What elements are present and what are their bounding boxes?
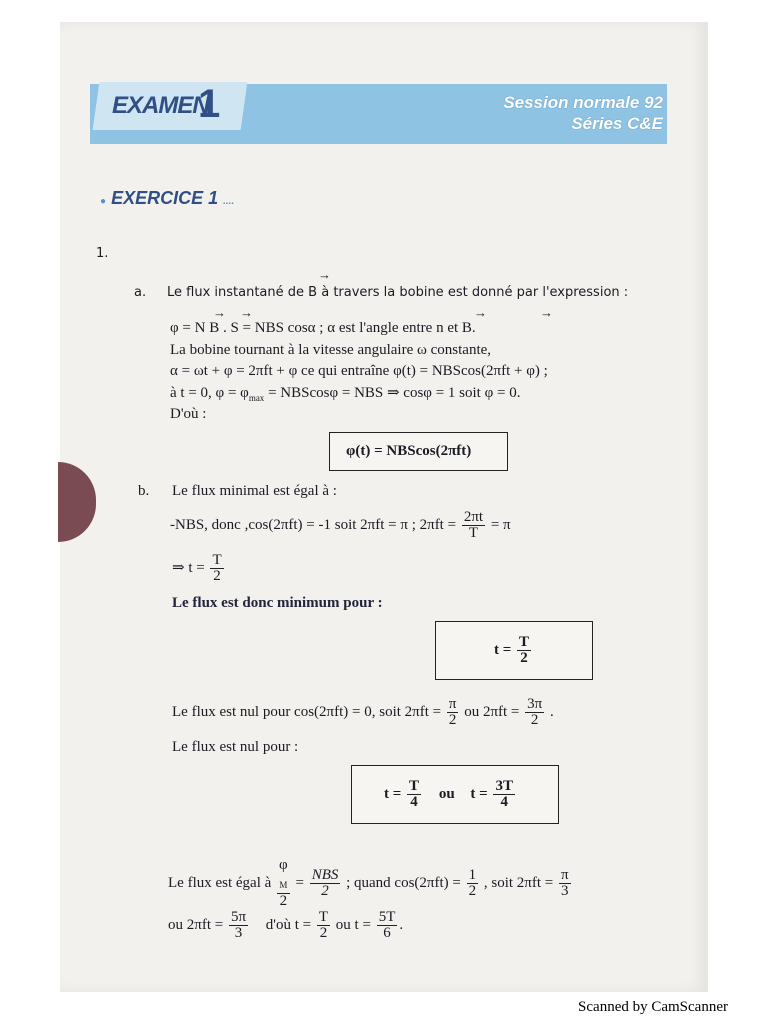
or-text: ou 2πft =: [168, 917, 224, 933]
fraction-denominator: 2: [520, 650, 528, 667]
rotation-text: La bobine tournant à la vitesse angulaire ω constante,: [170, 342, 492, 358]
bullet-icon: ●: [100, 196, 107, 207]
session-label: Session normale 92: [503, 93, 663, 112]
min-result-lhs: t =: [494, 642, 512, 658]
fraction-denominator: 4: [500, 794, 508, 811]
half-flux-equation: [168, 858, 573, 909]
phi-symbol: φ: [279, 857, 288, 873]
normal-vector-n: n: [436, 320, 444, 336]
intro-text-1: Le flux instantané de: [167, 285, 305, 300]
question-number: 1.: [96, 246, 109, 261]
flux-equation: [170, 319, 476, 338]
equals-sign: =: [295, 874, 304, 891]
null-eq-or: ou 2πft =: [464, 704, 520, 720]
half-flux-soit: , soit 2πft =: [483, 874, 554, 891]
null-result-formula: [384, 774, 517, 814]
fraction-denominator: 2: [530, 712, 539, 729]
whence-text: d'où t =: [265, 917, 312, 933]
fraction-numerator: T: [212, 552, 222, 569]
fraction: [462, 510, 485, 541]
intro-text-2: à travers la bobine est donné par l'expression :: [321, 285, 629, 300]
min-eq-end: = π: [490, 517, 511, 533]
fraction: [229, 910, 248, 941]
fraction-numerator: 2πt: [463, 509, 484, 526]
scanner-watermark: Scanned by CamScanner: [578, 999, 728, 1015]
min-flux-text: Le flux minimal est égal à :: [172, 483, 337, 499]
fraction: [517, 635, 531, 666]
initial-text-end: = NBScosφ = NBS ⇒ cosφ = 1 soit φ = 0.: [264, 385, 521, 401]
null-eq-period: .: [549, 704, 554, 720]
fraction-numerator: 5T: [378, 909, 396, 926]
null-flux-heading: Le flux est nul pour :: [172, 739, 299, 755]
vector-arrow-icon: →: [213, 305, 226, 320]
fraction-numerator: 3π: [527, 696, 543, 713]
fraction: [377, 910, 398, 941]
min-flux-heading: Le flux est donc minimum pour :: [172, 595, 383, 611]
min-eq-text: -NBS, donc ,cos(2πft) = -1 soit 2πft = π ; 2πft =: [170, 517, 457, 533]
fraction: [407, 779, 421, 810]
eq-period: .: [471, 320, 476, 336]
exam-number: 1: [198, 82, 221, 126]
part-a-intro: [167, 283, 628, 302]
vector-arrow-icon: →: [474, 305, 487, 320]
fraction-denominator: 6: [383, 925, 391, 942]
exercise-title-text: EXERCICE 1: [111, 188, 219, 208]
fraction: [310, 868, 341, 899]
fraction-denominator: 2: [321, 883, 329, 899]
flux-eq-text: φ = N B . S = NBS cosα ; α est l'angle entre: [170, 320, 433, 336]
half-flux-cond: ; quand cos(2πft) =: [346, 874, 461, 891]
null-result-lhs: t =: [384, 786, 402, 802]
min-flux-equation: [170, 505, 511, 545]
fraction: [447, 697, 459, 728]
fraction-denominator: 2: [448, 712, 457, 729]
field-vector-B: B: [461, 320, 472, 336]
fraction-denominator: T: [468, 525, 479, 542]
vector-arrow-icon: →: [240, 305, 253, 320]
exercise-title: [100, 188, 234, 209]
null-flux-equation: [172, 692, 554, 732]
fraction-numerator: NBS: [311, 867, 339, 883]
fraction-denominator: 2: [213, 568, 221, 585]
fraction-denominator: 4: [410, 794, 418, 811]
initial-text: à t = 0, φ = φ: [170, 385, 249, 401]
fraction-numerator: 1: [468, 867, 477, 883]
fraction-denominator: 2: [319, 925, 328, 942]
conclusion-label: D'où :: [170, 406, 207, 422]
fraction: [210, 553, 223, 584]
result-formula: φ(t) = NBScos(2πft): [346, 443, 472, 459]
fraction-numerator: T: [519, 634, 530, 651]
end-period: .: [399, 917, 404, 933]
fraction-numerator: T: [318, 909, 329, 926]
implies-text: ⇒ t =: [172, 560, 205, 576]
fraction-numerator: [277, 858, 290, 894]
fraction-numerator: 3T: [495, 778, 513, 795]
min-result-formula: [494, 630, 533, 670]
exercise-dots: ....: [223, 196, 235, 207]
part-a-marker: a.: [134, 285, 147, 300]
fraction: [559, 868, 571, 899]
null-result-lhs-2: t =: [470, 786, 488, 802]
session-info: [503, 92, 663, 134]
fraction-numerator: π: [561, 867, 569, 883]
series-label: Séries C&E: [571, 114, 663, 133]
fraction: [467, 868, 479, 899]
null-eq-text: Le flux est nul pour cos(2πft) = 0, soit 2πft =: [172, 704, 442, 720]
fraction: [277, 858, 290, 909]
fraction-numerator: 5π: [230, 909, 247, 926]
null-result-or: ou: [438, 786, 455, 802]
initial-condition: [170, 384, 520, 408]
part-b-marker: b.: [138, 483, 150, 499]
m-subscript: M: [279, 880, 288, 890]
max-subscript: max: [248, 393, 265, 403]
fraction-denominator: 3: [234, 925, 243, 942]
half-flux-text: Le flux est égal à: [168, 874, 272, 891]
fraction-numerator: T: [409, 778, 420, 795]
angle-equation: α = ωt + φ = 2πft + φ ce qui entraîne φ(t) = NBScos(2πft + φ) ;: [170, 363, 548, 379]
fraction-denominator: 3: [561, 883, 569, 899]
exam-label: EXAMEN: [112, 92, 209, 119]
half-flux-times: [168, 905, 403, 945]
fraction-numerator: π: [448, 696, 457, 713]
fraction: [525, 697, 544, 728]
fraction-denominator: 2: [468, 883, 477, 899]
fraction-denominator: 2: [279, 893, 288, 909]
fraction: [317, 910, 330, 941]
intro-vector-B: B: [308, 285, 318, 300]
min-time-line: [172, 548, 226, 588]
vector-arrow-icon: →: [540, 305, 553, 320]
eq-conjunction: et: [447, 320, 459, 336]
fraction: [493, 779, 515, 810]
or-time-text: ou t =: [335, 917, 371, 933]
vector-arrow-icon: →: [318, 267, 331, 282]
